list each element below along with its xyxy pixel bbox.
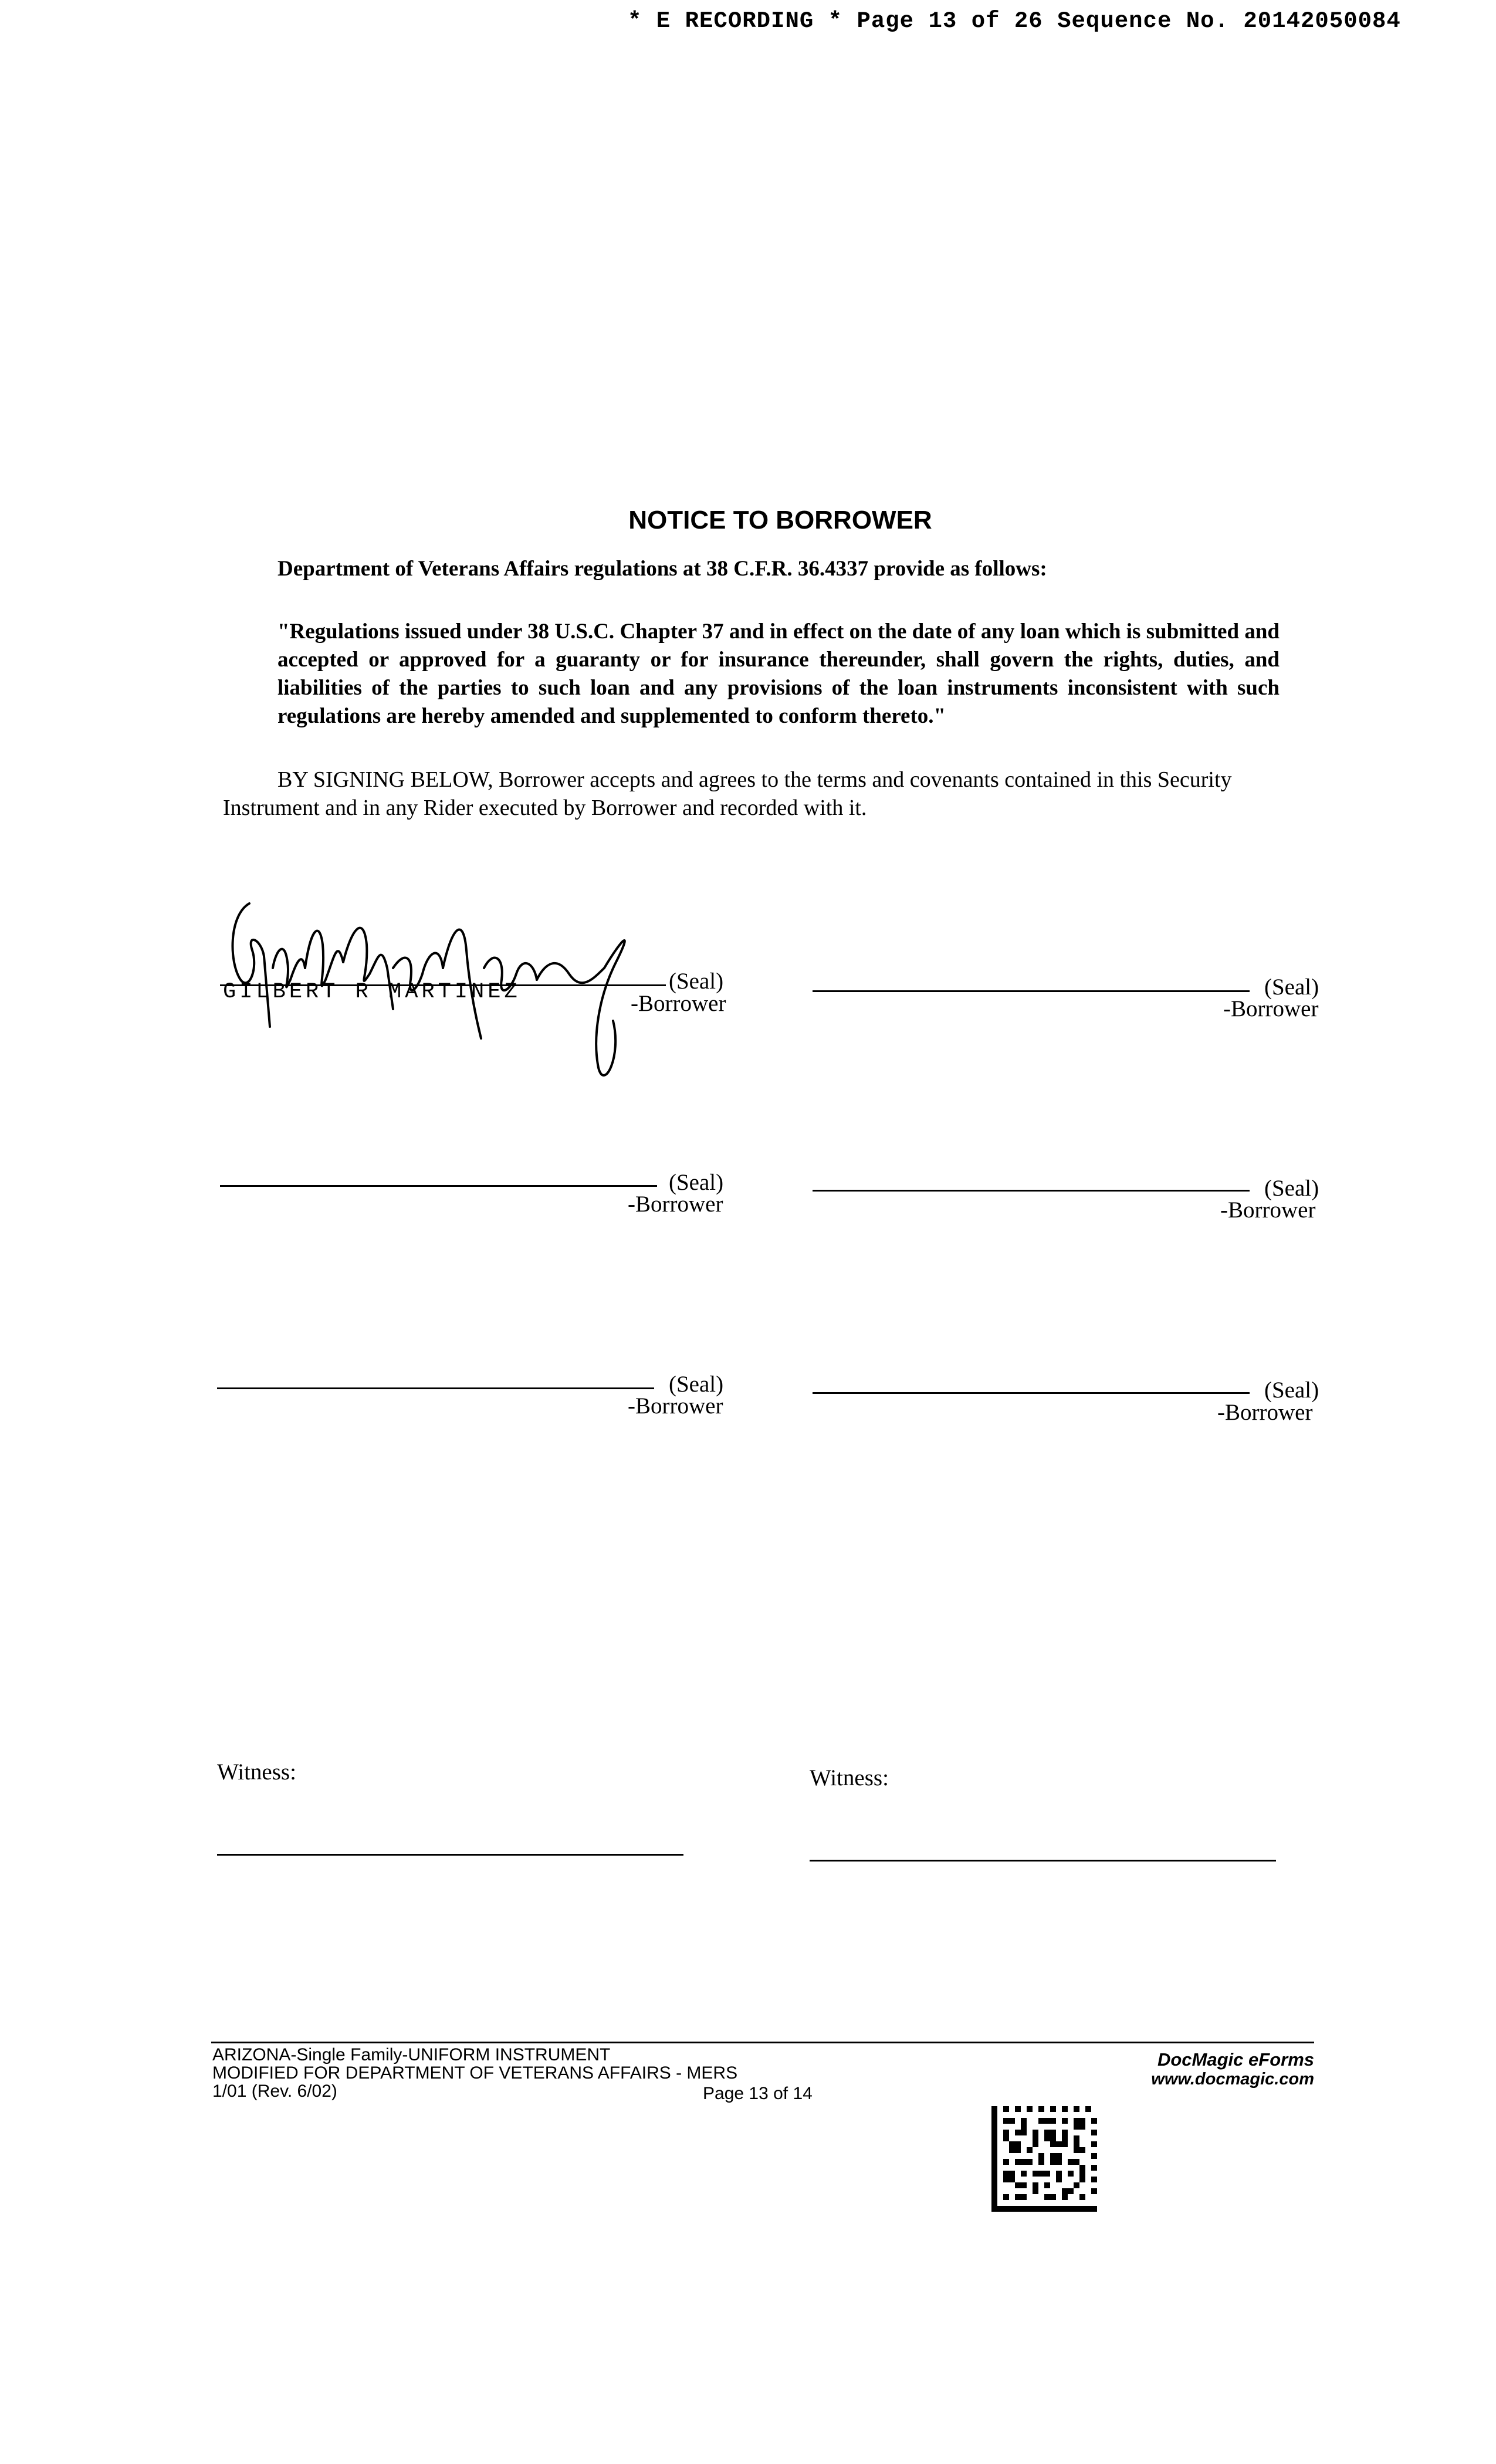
borrower-role-label: -Borrower: [631, 991, 726, 1016]
witness-signature-line: [217, 1854, 683, 1856]
form-revision: 1/01 (Rev. 6/02): [212, 2081, 337, 2101]
borrower-role-label: -Borrower: [628, 1192, 723, 1217]
seal-label: (Seal): [1264, 974, 1319, 1000]
seal-label: (Seal): [1264, 1377, 1319, 1403]
borrower-role-label: -Borrower: [628, 1393, 723, 1419]
form-modification: MODIFIED FOR DEPARTMENT OF VETERANS AFFAIRS - MERS: [212, 2063, 738, 2083]
borrower-role-label: -Borrower: [1220, 1197, 1316, 1223]
witness-label: Witness:: [810, 1765, 889, 1791]
signature-line: [217, 1387, 654, 1389]
form-title: ARIZONA-Single Family-UNIFORM INSTRUMENT: [212, 2045, 611, 2064]
regulation-intro: Department of Veterans Affairs regulations at 38 C.F.R. 36.4337 provide as follows:: [277, 557, 1047, 581]
signer-name: GILBERT R MARTINEZ: [223, 980, 521, 1004]
signature-line: [813, 1392, 1250, 1394]
agreement-text: BY SIGNING BELOW, Borrower accepts and agrees to the terms and covenants contained in this Security Instrument and in any Rider executed by Borrower and recorded with it.: [223, 767, 1232, 820]
seal-label: (Seal): [669, 969, 724, 994]
seal-label: (Seal): [669, 1372, 724, 1397]
handwritten-signature: [217, 880, 639, 1091]
borrower-role-label: -Borrower: [1223, 996, 1319, 1021]
borrower-role-label: -Borrower: [1217, 1400, 1313, 1425]
recording-stamp: * E RECORDING * Page 13 of 26 Sequence No. 20142050084: [628, 8, 1401, 34]
witness-label: Witness:: [217, 1759, 296, 1785]
signature-line: [813, 990, 1250, 992]
signature-line: [813, 1190, 1250, 1192]
barcode-icon: [991, 2106, 1097, 2212]
notice-title: NOTICE TO BORROWER: [628, 506, 932, 534]
docmagic-url: www.docmagic.com: [1151, 2070, 1314, 2089]
page-number: Page 13 of 14: [703, 2084, 813, 2103]
regulation-quote: "Regulations issued under 38 U.S.C. Chapter 37 and in effect on the date of any loan which is submitted and accepted or approved for a guaranty or for insurance thereunder, shall govern the rights, duties, and liabilities of the parties to such loan and any provisions of the loan instruments inconsistent with such regulations are hereby amended and supplemented to conform thereto.": [277, 620, 1280, 728]
docmagic-logo: DocMagic eForms: [1157, 2049, 1314, 2070]
seal-label: (Seal): [1264, 1176, 1319, 1201]
footer-divider: [211, 2042, 1314, 2043]
witness-signature-line: [810, 1860, 1276, 1861]
signature-line: [220, 1185, 657, 1187]
seal-label: (Seal): [669, 1170, 724, 1195]
